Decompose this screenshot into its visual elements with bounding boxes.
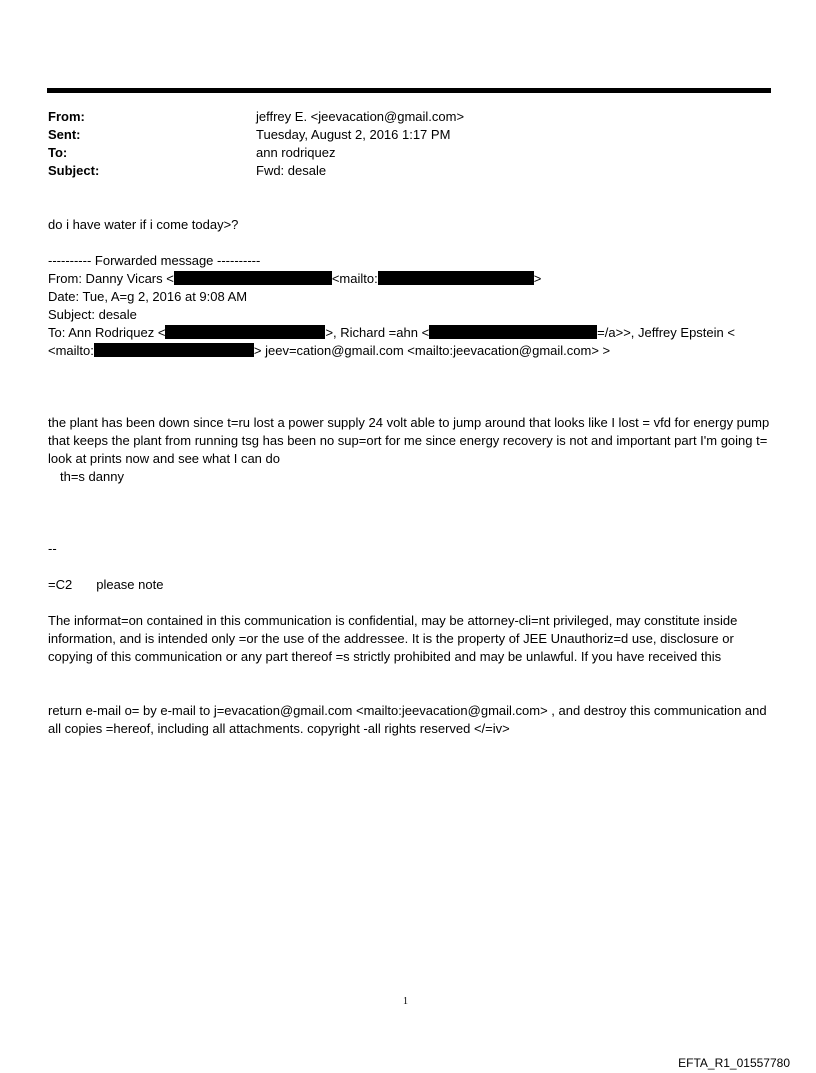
message-body: the plant has been down since t=ru lost a power supply 24 volt able to jump around that looks like I lost = vfd for energy pump that keeps the plant from running tsg has been no sup=ort for me since energy recovery is not and important part I'm going t= look at prints now and see what I can do: [48, 415, 770, 466]
signature-separator: --: [48, 541, 57, 556]
from-row: [48, 108, 464, 126]
forward-from-name: From: Danny Vicars <: [48, 271, 174, 286]
to-label: To:: [48, 145, 68, 160]
redaction-block: [429, 325, 597, 339]
email-header: [48, 108, 464, 180]
forward-from-line: [48, 270, 541, 288]
subject-row: [48, 162, 464, 180]
sent-label: Sent:: [48, 127, 81, 142]
to-row: [48, 144, 464, 162]
signoff: th=s danny: [60, 469, 124, 484]
note-text: please note: [96, 577, 164, 592]
redaction-block: [378, 271, 534, 285]
forward-subject: Subject: desale: [48, 307, 137, 322]
forward-to-richard: >, Richard =ahn <: [325, 325, 430, 340]
sent-row: [48, 126, 464, 144]
page-number: 1: [403, 996, 408, 1007]
subject-label: Subject:: [48, 163, 100, 178]
confidentiality-notice: The informat=on contained in this communication is confidential, may be attorney-cli=nt privileged, may constitute inside information, and is intended only =or the use of the addressee. It is the property of JEE Unauthoriz=d use, disclosure or copying of this communication or any part thereof =s strictly prohibited and may be unlawful. If you have received this: [48, 613, 738, 664]
from-label: From:: [48, 109, 85, 124]
header-rule: [47, 88, 771, 93]
forward-to-ann: To: Ann Rodriquez <: [48, 325, 166, 340]
bates-number: EFTA_R1_01557780: [678, 1056, 790, 1070]
forward-marker: ---------- Forwarded message ----------: [48, 253, 261, 268]
sent-value: Tuesday, August 2, 2016 1:17 PM: [256, 127, 451, 142]
opening-line: do i have water if i come today>?: [48, 217, 239, 232]
from-value: jeffrey E. <jeevacation@gmail.com>: [256, 109, 465, 124]
redaction-block: [174, 271, 332, 285]
subject-value: Fwd: desale: [256, 163, 327, 178]
forward-to-line-2: [48, 342, 610, 360]
note-code: =C2: [48, 577, 73, 592]
forward-to-jeevacation: > jeev=cation@gmail.com <mailto:jeevacation@gmail.com> >: [253, 343, 611, 358]
forward-to-jeffrey: =/a>>, Jeffrey Epstein <: [597, 325, 735, 340]
forward-from-mailto: <mailto:: [331, 271, 378, 286]
forward-to-line: [48, 324, 735, 342]
return-notice: return e-mail o= by e-mail to j=evacation@gmail.com <mailto:jeevacation@gmail.com> , and destroy this communication and all copies =hereof, including all attachments. copyright -all rights reserved </=iv>: [48, 703, 767, 736]
forward-from-close: >: [533, 271, 542, 286]
to-value: ann rodriquez: [256, 145, 336, 160]
redaction-block: [94, 343, 254, 357]
please-note-line: [48, 576, 163, 594]
forward-date: Date: Tue, A=g 2, 2016 at 9:08 AM: [48, 289, 248, 304]
forward-to-mailto: <mailto:: [48, 343, 94, 358]
redaction-block: [165, 325, 325, 339]
